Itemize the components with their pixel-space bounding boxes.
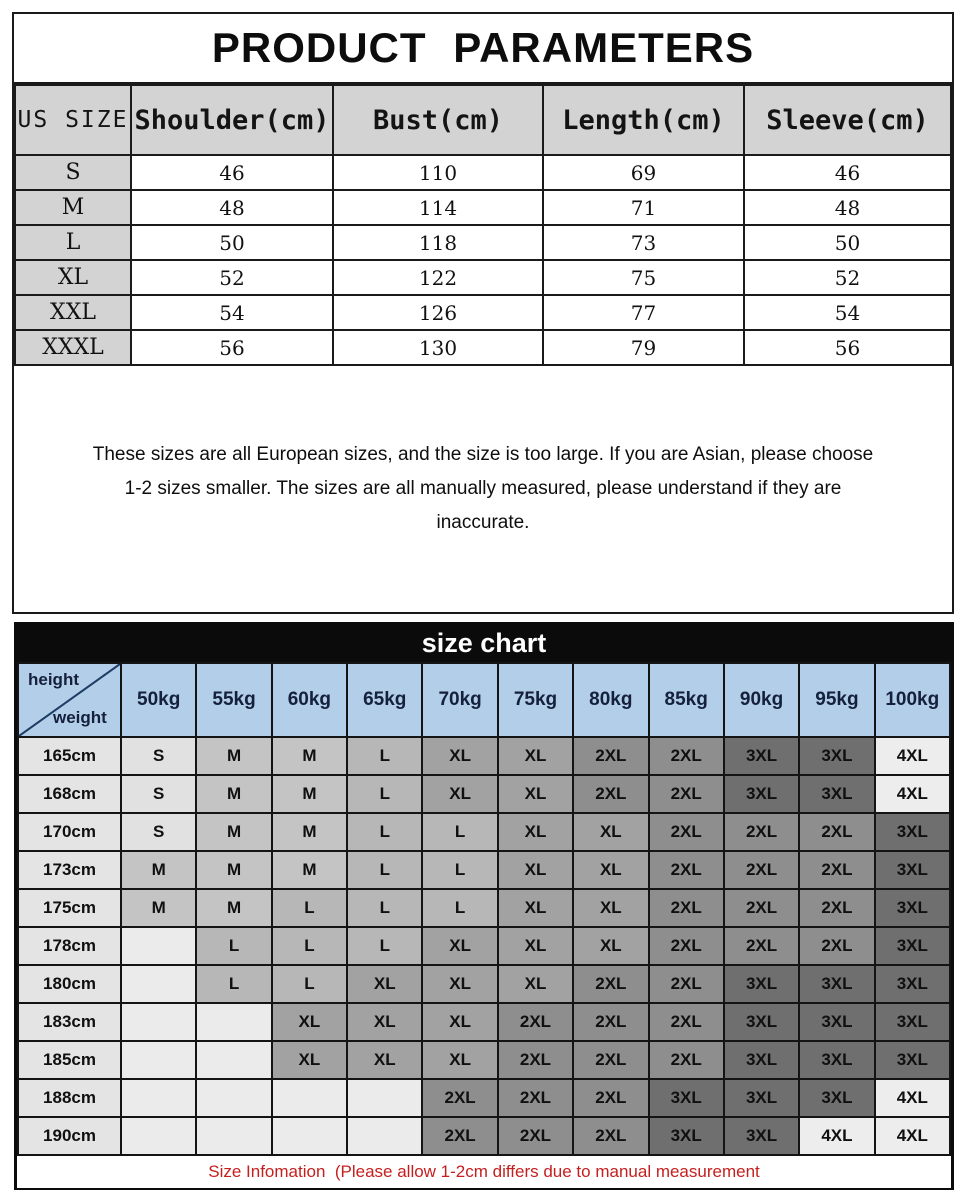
size-cell xyxy=(121,1117,196,1155)
size-cell: XL xyxy=(498,737,573,775)
size-cell: XL xyxy=(498,813,573,851)
param-value: 46 xyxy=(744,155,951,190)
size-cell: M xyxy=(196,889,271,927)
size-cell: 3XL xyxy=(875,1041,950,1079)
param-value: 69 xyxy=(543,155,744,190)
sizing-note-line: 1-2 sizes smaller. The sizes are all manually measured, please understand if they are xyxy=(124,478,842,499)
height-label: 175cm xyxy=(18,889,121,927)
param-header: Length(cm) xyxy=(543,85,744,155)
us-size-label: XXXL xyxy=(15,330,131,365)
size-cell: 3XL xyxy=(724,1003,799,1041)
size-cell: 2XL xyxy=(649,1041,724,1079)
param-value: 118 xyxy=(333,225,543,260)
size-cell: 2XL xyxy=(799,851,874,889)
size-cell: 3XL xyxy=(875,813,950,851)
size-cell: XL xyxy=(422,737,497,775)
size-cell: L xyxy=(422,889,497,927)
size-cell: 2XL xyxy=(498,1079,573,1117)
size-cell: XL xyxy=(498,775,573,813)
param-value: 48 xyxy=(131,190,333,225)
size-cell: XL xyxy=(422,965,497,1003)
param-value: 122 xyxy=(333,260,543,295)
size-cell: M xyxy=(272,851,347,889)
sizing-note-line: inaccurate. xyxy=(436,512,530,533)
size-cell xyxy=(121,965,196,1003)
weight-header: 65kg xyxy=(347,663,422,737)
size-cell: 2XL xyxy=(649,813,724,851)
height-label: 168cm xyxy=(18,775,121,813)
size-cell: 3XL xyxy=(875,851,950,889)
size-cell: L xyxy=(347,775,422,813)
corner-height-label: height xyxy=(28,670,79,689)
size-cell: S xyxy=(121,813,196,851)
size-chart-row xyxy=(18,1003,950,1041)
size-cell: 3XL xyxy=(799,1079,874,1117)
height-label: 170cm xyxy=(18,813,121,851)
size-cell: M xyxy=(121,851,196,889)
size-cell: 3XL xyxy=(799,737,874,775)
size-cell: L xyxy=(347,813,422,851)
size-cell: 2XL xyxy=(799,889,874,927)
height-label: 173cm xyxy=(18,851,121,889)
size-cell: 2XL xyxy=(649,775,724,813)
height-label: 165cm xyxy=(18,737,121,775)
size-cell: 2XL xyxy=(649,851,724,889)
us-size-label: XXL xyxy=(15,295,131,330)
size-cell xyxy=(121,1003,196,1041)
size-chart-row xyxy=(18,965,950,1003)
size-cell: 2XL xyxy=(649,965,724,1003)
size-cell: L xyxy=(347,851,422,889)
size-chart-row xyxy=(18,775,950,813)
height-label: 190cm xyxy=(18,1117,121,1155)
param-header: Bust(cm) xyxy=(333,85,543,155)
param-row xyxy=(15,225,951,260)
size-cell: M xyxy=(196,851,271,889)
size-cell: 3XL xyxy=(799,1003,874,1041)
size-cell: 3XL xyxy=(724,1117,799,1155)
size-chart-row xyxy=(18,889,950,927)
weight-header: 50kg xyxy=(121,663,196,737)
size-cell: L xyxy=(272,889,347,927)
weight-header: 60kg xyxy=(272,663,347,737)
size-cell: XL xyxy=(498,927,573,965)
height-label: 188cm xyxy=(18,1079,121,1117)
size-cell: 3XL xyxy=(875,965,950,1003)
size-cell: L xyxy=(347,927,422,965)
size-cell: 2XL xyxy=(724,813,799,851)
size-cell: 3XL xyxy=(724,775,799,813)
size-cell: 2XL xyxy=(799,813,874,851)
size-cell: L xyxy=(272,965,347,1003)
size-cell: XL xyxy=(498,889,573,927)
size-cell: XL xyxy=(573,813,648,851)
page-title: PRODUCT PARAMETERS xyxy=(14,14,952,84)
weight-header: 80kg xyxy=(573,663,648,737)
weight-header: 75kg xyxy=(498,663,573,737)
size-cell: M xyxy=(196,813,271,851)
size-cell xyxy=(196,1003,271,1041)
weight-header: 100kg xyxy=(875,663,950,737)
param-row xyxy=(15,260,951,295)
size-chart-row xyxy=(18,1041,950,1079)
size-cell: 3XL xyxy=(649,1117,724,1155)
size-cell xyxy=(196,1117,271,1155)
param-row xyxy=(15,295,951,330)
size-cell: 2XL xyxy=(422,1117,497,1155)
size-cell: S xyxy=(121,775,196,813)
size-cell: 3XL xyxy=(724,1079,799,1117)
param-value: 110 xyxy=(333,155,543,190)
size-cell: 3XL xyxy=(799,965,874,1003)
size-cell: 3XL xyxy=(875,1003,950,1041)
size-cell: 2XL xyxy=(498,1117,573,1155)
us-size-header: US SIZE xyxy=(15,85,131,155)
size-cell: 2XL xyxy=(724,851,799,889)
size-cell: XL xyxy=(347,1003,422,1041)
weight-header: 85kg xyxy=(649,663,724,737)
size-cell: 3XL xyxy=(875,927,950,965)
size-chart-row xyxy=(18,1079,950,1117)
size-chart-section xyxy=(14,622,954,1190)
size-cell xyxy=(272,1117,347,1155)
height-weight-corner-cell xyxy=(18,663,121,737)
param-value: 73 xyxy=(543,225,744,260)
size-cell: 2XL xyxy=(573,775,648,813)
param-value: 52 xyxy=(131,260,333,295)
height-label: 178cm xyxy=(18,927,121,965)
size-footnote-bar xyxy=(17,1156,951,1188)
size-cell: XL xyxy=(272,1041,347,1079)
size-cell: M xyxy=(121,889,196,927)
product-parameters-section xyxy=(12,12,954,614)
size-cell xyxy=(347,1079,422,1117)
size-cell: L xyxy=(272,927,347,965)
sizing-note-line: These sizes are all European sizes, and the size is too large. If you are Asian, please choose xyxy=(92,444,874,465)
size-chart-table xyxy=(17,662,951,1156)
size-cell: 4XL xyxy=(875,737,950,775)
size-cell: 2XL xyxy=(724,889,799,927)
size-cell: M xyxy=(272,775,347,813)
size-cell: L xyxy=(422,813,497,851)
size-cell: 2XL xyxy=(724,927,799,965)
size-cell: 3XL xyxy=(799,1041,874,1079)
size-cell: L xyxy=(196,927,271,965)
weight-header: 55kg xyxy=(196,663,271,737)
size-cell: XL xyxy=(573,927,648,965)
size-cell: 3XL xyxy=(799,775,874,813)
size-cell: XL xyxy=(272,1003,347,1041)
size-cell: M xyxy=(272,737,347,775)
size-cell: 2XL xyxy=(422,1079,497,1117)
corner-weight-label: weight xyxy=(53,708,107,727)
sizing-note xyxy=(14,366,952,612)
size-cell: L xyxy=(196,965,271,1003)
size-cell: 2XL xyxy=(498,1041,573,1079)
size-chart-row xyxy=(18,1117,950,1155)
size-cell: 2XL xyxy=(573,965,648,1003)
param-value: 52 xyxy=(744,260,951,295)
size-chart-title: size chart xyxy=(421,628,547,658)
size-cell: 4XL xyxy=(799,1117,874,1155)
size-cell: XL xyxy=(422,775,497,813)
size-cell: 4XL xyxy=(875,1079,950,1117)
size-cell xyxy=(121,927,196,965)
param-value: 77 xyxy=(543,295,744,330)
size-cell: XL xyxy=(573,889,648,927)
weight-header: 70kg xyxy=(422,663,497,737)
size-cell: 2XL xyxy=(573,1117,648,1155)
size-cell xyxy=(347,1117,422,1155)
param-value: 114 xyxy=(333,190,543,225)
size-footnote-text: Size Infomation (Please allow 1-2cm differs due to manual measurement xyxy=(208,1162,760,1181)
param-value: 126 xyxy=(333,295,543,330)
size-cell xyxy=(196,1041,271,1079)
size-cell: 2XL xyxy=(649,927,724,965)
size-cell: 2XL xyxy=(573,1041,648,1079)
size-cell: 3XL xyxy=(724,737,799,775)
size-cell: 4XL xyxy=(875,1117,950,1155)
size-cell xyxy=(272,1079,347,1117)
size-chart-row xyxy=(18,851,950,889)
size-chart-row xyxy=(18,813,950,851)
size-cell: 2XL xyxy=(573,1079,648,1117)
size-cell: 3XL xyxy=(649,1079,724,1117)
size-cell: XL xyxy=(347,1041,422,1079)
size-cell: XL xyxy=(422,1003,497,1041)
size-cell: XL xyxy=(573,851,648,889)
param-value: 48 xyxy=(744,190,951,225)
size-cell: 2XL xyxy=(649,1003,724,1041)
param-value: 79 xyxy=(543,330,744,365)
size-cell: XL xyxy=(498,851,573,889)
size-cell: 3XL xyxy=(724,1041,799,1079)
size-chart-header-row xyxy=(18,663,950,737)
size-cell: L xyxy=(347,737,422,775)
size-cell: 4XL xyxy=(875,775,950,813)
param-value: 71 xyxy=(543,190,744,225)
param-value: 50 xyxy=(744,225,951,260)
param-value: 75 xyxy=(543,260,744,295)
size-cell xyxy=(196,1079,271,1117)
param-value: 54 xyxy=(131,295,333,330)
size-cell: M xyxy=(196,737,271,775)
param-value: 56 xyxy=(744,330,951,365)
param-row xyxy=(15,190,951,225)
size-cell: 2XL xyxy=(799,927,874,965)
param-value: 54 xyxy=(744,295,951,330)
size-cell: L xyxy=(422,851,497,889)
height-label: 183cm xyxy=(18,1003,121,1041)
us-size-label: M xyxy=(15,190,131,225)
size-cell: 2XL xyxy=(498,1003,573,1041)
size-cell: S xyxy=(121,737,196,775)
size-cell: 3XL xyxy=(724,965,799,1003)
size-cell: 3XL xyxy=(875,889,950,927)
product-parameters-table xyxy=(14,84,952,366)
us-size-label: L xyxy=(15,225,131,260)
height-label: 180cm xyxy=(18,965,121,1003)
size-cell xyxy=(121,1041,196,1079)
params-header-row xyxy=(15,85,951,155)
param-header: Sleeve(cm) xyxy=(744,85,951,155)
weight-header: 95kg xyxy=(799,663,874,737)
size-cell: 2XL xyxy=(573,1003,648,1041)
size-cell: 2XL xyxy=(573,737,648,775)
us-size-label: S xyxy=(15,155,131,190)
size-chart-row xyxy=(18,737,950,775)
param-value: 56 xyxy=(131,330,333,365)
size-cell: XL xyxy=(498,965,573,1003)
size-cell: M xyxy=(196,775,271,813)
size-cell: XL xyxy=(347,965,422,1003)
param-row xyxy=(15,330,951,365)
size-cell: XL xyxy=(422,927,497,965)
size-cell: 2XL xyxy=(649,737,724,775)
size-cell: XL xyxy=(422,1041,497,1079)
size-cell xyxy=(121,1079,196,1117)
size-cell: L xyxy=(347,889,422,927)
param-row xyxy=(15,155,951,190)
param-value: 50 xyxy=(131,225,333,260)
weight-header: 90kg xyxy=(724,663,799,737)
param-header: Shoulder(cm) xyxy=(131,85,333,155)
param-value: 46 xyxy=(131,155,333,190)
size-cell: 2XL xyxy=(649,889,724,927)
param-value: 130 xyxy=(333,330,543,365)
size-chart-row xyxy=(18,927,950,965)
us-size-label: XL xyxy=(15,260,131,295)
height-label: 185cm xyxy=(18,1041,121,1079)
size-cell: M xyxy=(272,813,347,851)
